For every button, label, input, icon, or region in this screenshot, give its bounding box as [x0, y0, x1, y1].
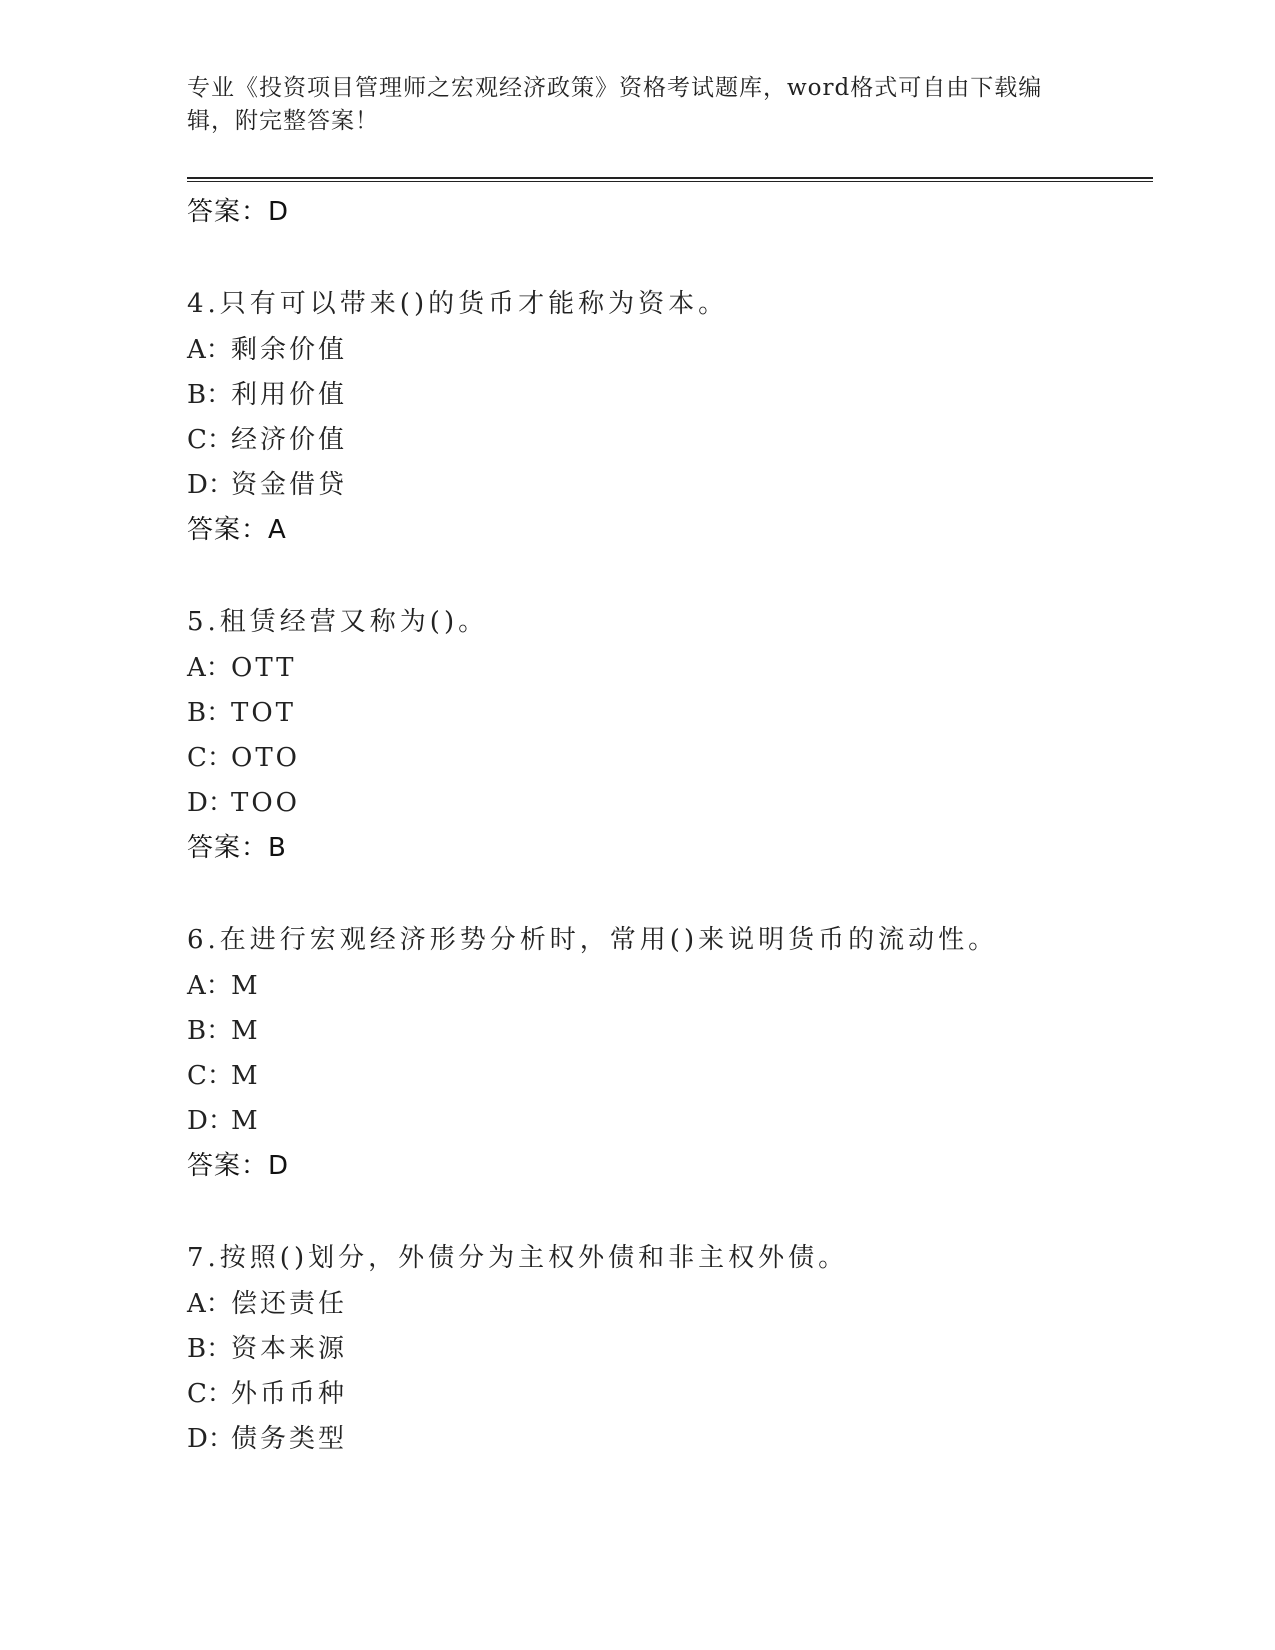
option-c [187, 738, 1153, 778]
option-text: 剩余价值 [231, 335, 348, 365]
question-text: 6.在进行宏观经济形势分析时，常用()来说明货币的流动性。 [187, 925, 999, 955]
option-a [187, 966, 1153, 1006]
document-header: 专业《投资项目管理师之宏观经济政策》资格考试题库，word格式可自由下载编辑，附完整答案！ [187, 75, 1043, 134]
question-text: 7.按照()划分，外债分为主权外债和非主权外债。 [187, 1243, 849, 1273]
option-c [187, 1056, 1153, 1096]
option-text: 资本来源 [231, 1334, 348, 1364]
option-text: M [231, 1016, 261, 1046]
answer-line: 答案：A [187, 515, 287, 545]
option-key: B： [187, 1016, 233, 1046]
option-text: M [231, 1106, 261, 1136]
option-key: D： [187, 470, 234, 500]
option-d [187, 783, 1153, 823]
answer-line: 答案：B [187, 833, 287, 863]
question-list [187, 192, 1153, 1464]
question-text: 4.只有可以带来()的货币才能称为资本。 [187, 289, 729, 319]
option-key: B： [187, 1334, 233, 1364]
option-text: TOO [231, 788, 300, 818]
option-d [187, 465, 1153, 505]
option-text: 外币币种 [231, 1379, 348, 1409]
option-key: B： [187, 698, 233, 728]
option-key: A： [187, 653, 232, 683]
option-key: A： [187, 335, 232, 365]
option-key: A： [187, 1289, 232, 1319]
option-b [187, 693, 1153, 733]
option-key: D： [187, 788, 234, 818]
option-text: 经济价值 [231, 425, 348, 455]
option-c [187, 420, 1153, 460]
option-key: C： [187, 743, 233, 773]
option-key: C： [187, 1061, 233, 1091]
option-key: D： [187, 1424, 234, 1454]
header-divider [187, 177, 1153, 182]
option-key: C： [187, 1379, 233, 1409]
option-key: D： [187, 1106, 234, 1136]
option-b [187, 1329, 1153, 1369]
option-d [187, 1419, 1153, 1459]
option-key: C： [187, 425, 233, 455]
option-text: 偿还责任 [231, 1289, 348, 1319]
option-a [187, 330, 1153, 370]
option-a [187, 1284, 1153, 1324]
question-text: 5.租赁经营又称为()。 [187, 607, 489, 637]
option-text: 债务类型 [231, 1424, 348, 1454]
option-text: OTT [231, 653, 297, 683]
option-text: 资金借贷 [231, 470, 348, 500]
option-key: B： [187, 380, 233, 410]
option-c [187, 1374, 1153, 1414]
option-b [187, 1011, 1153, 1051]
option-text: M [231, 971, 261, 1001]
option-key: A： [187, 971, 232, 1001]
option-text: 利用价值 [231, 380, 348, 410]
option-a [187, 648, 1153, 688]
option-text: OTO [231, 743, 300, 773]
option-b [187, 375, 1153, 415]
option-d [187, 1101, 1153, 1141]
answer-line: 答案：D [187, 1151, 290, 1181]
option-text: TOT [231, 698, 296, 728]
answer-line: 答案：D [187, 197, 290, 227]
option-text: M [231, 1061, 261, 1091]
